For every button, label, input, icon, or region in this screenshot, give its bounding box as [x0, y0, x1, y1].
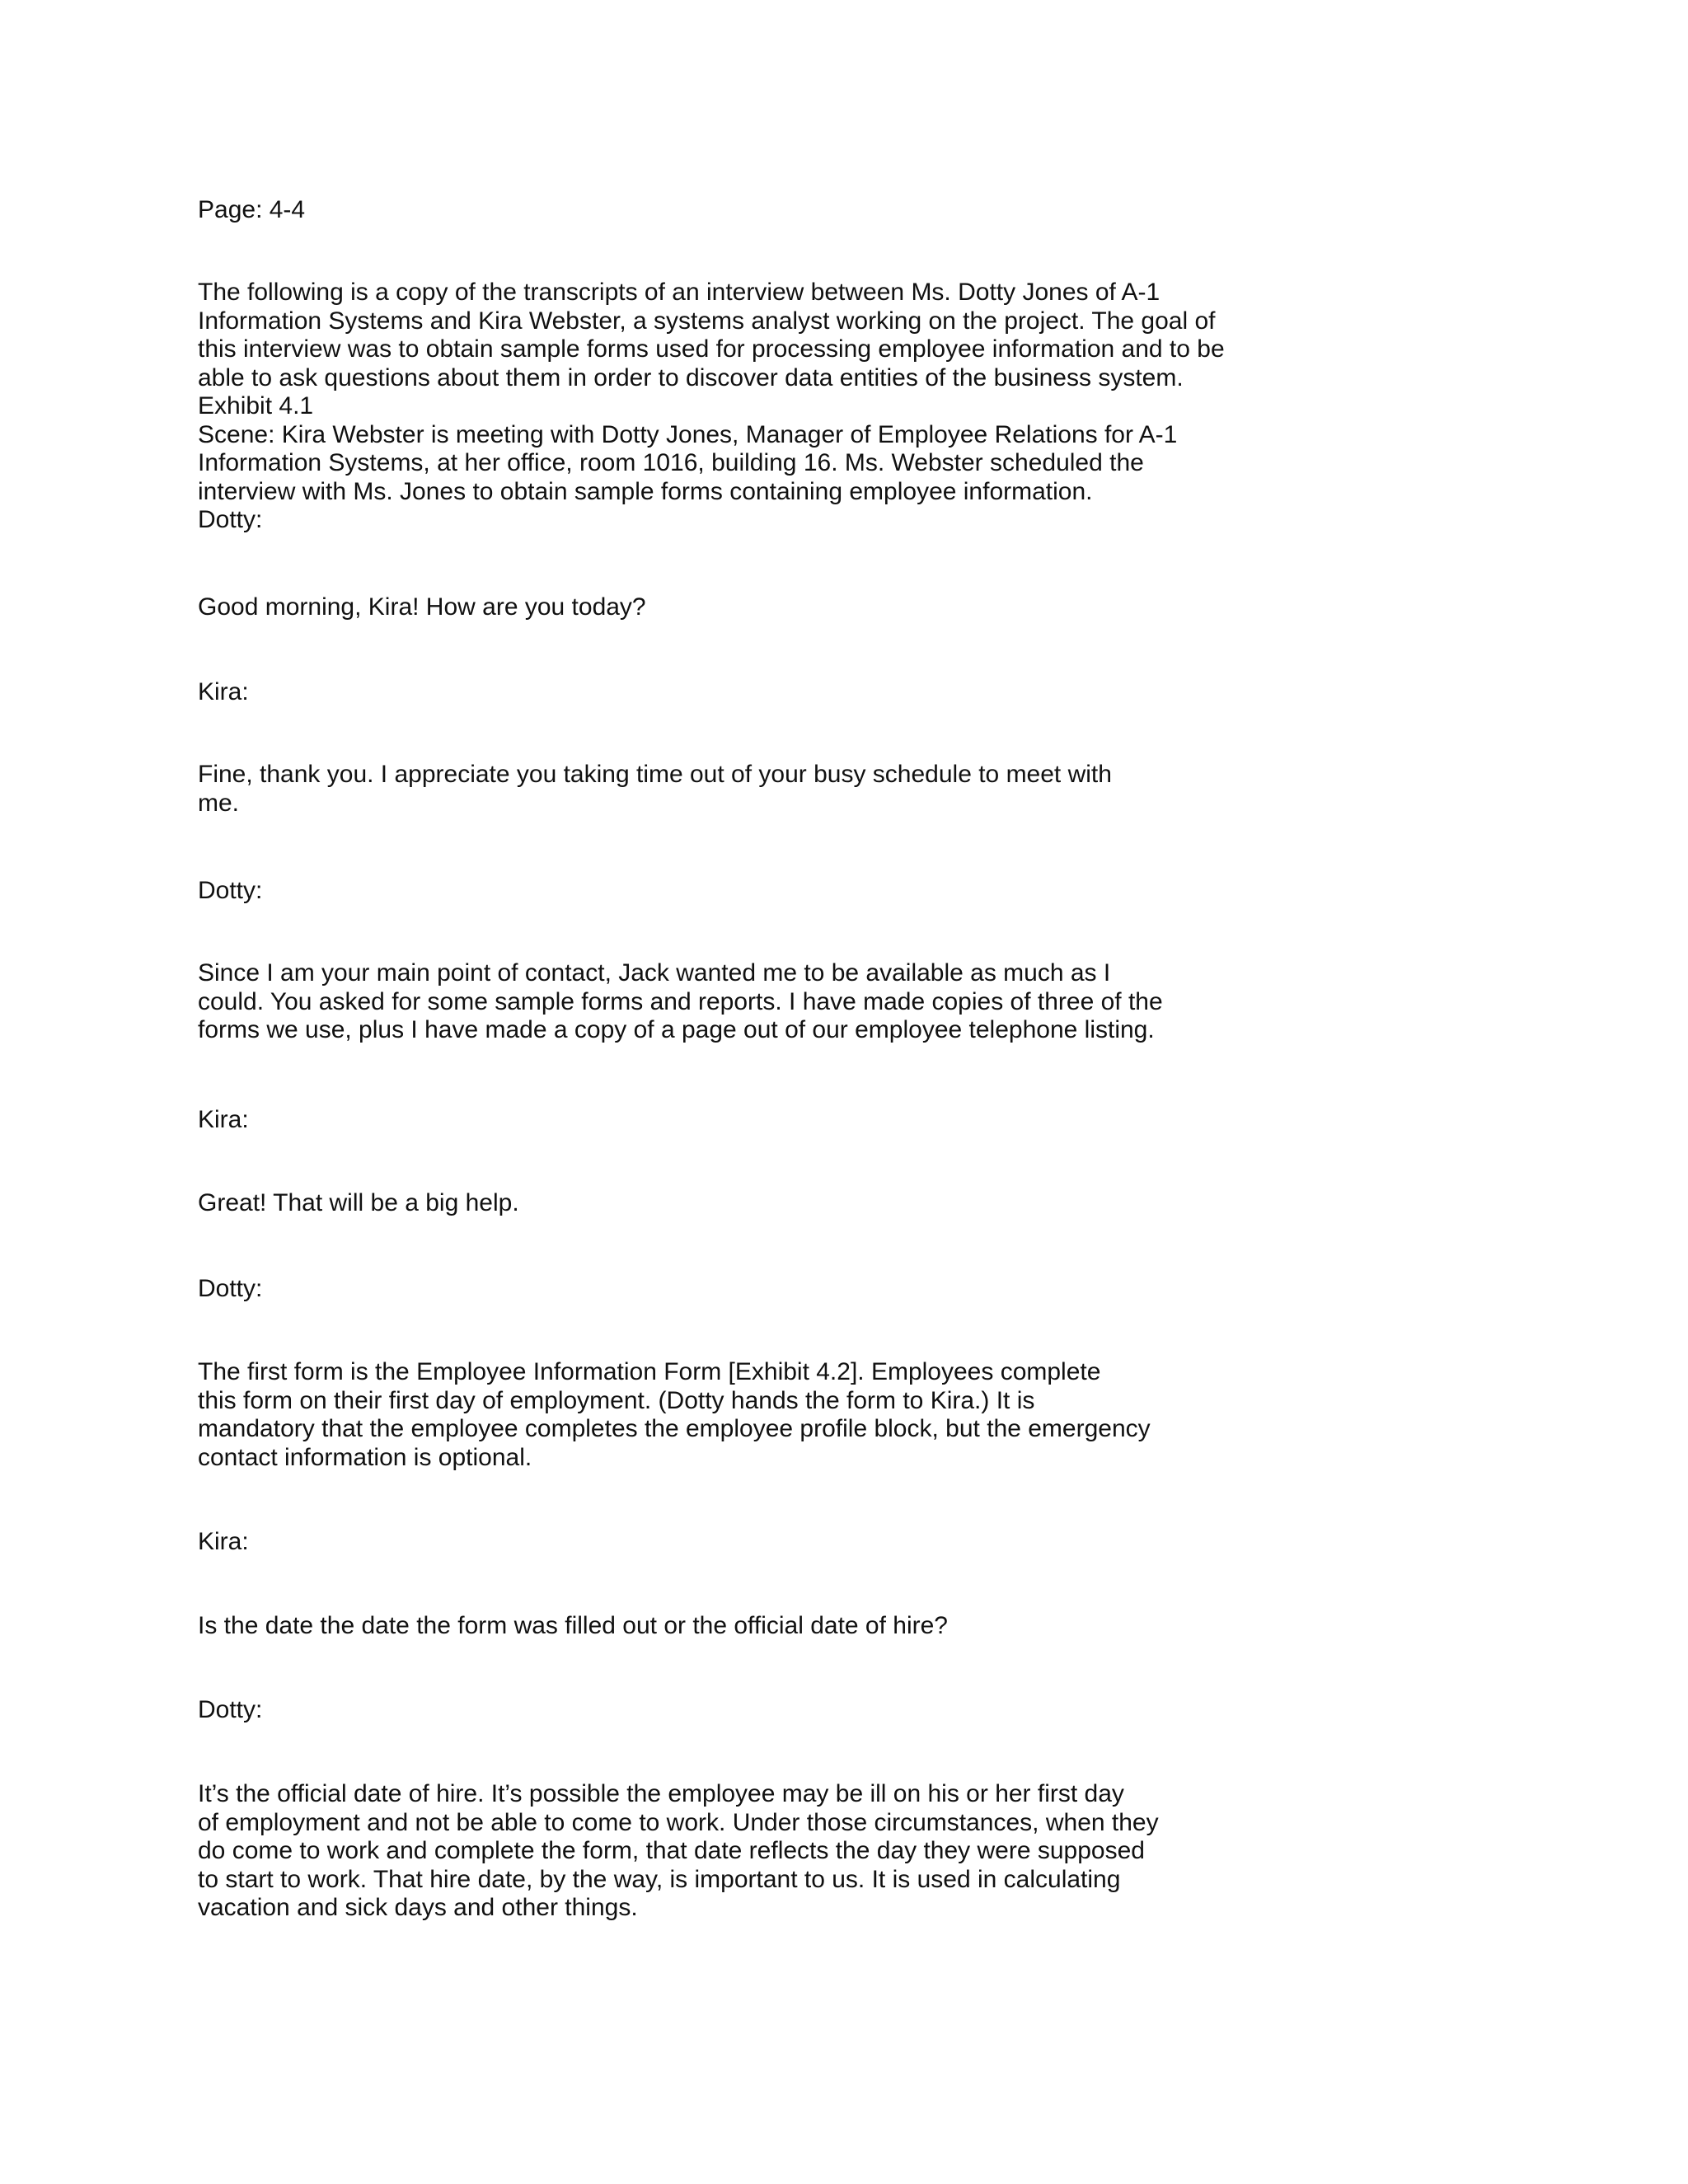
intro-line: able to ask questions about them in order to discover data entities of the business system.: [198, 363, 1184, 391]
intro-line: Information Systems and Kira Webster, a systems analyst working on the project. The goal of: [198, 307, 1216, 335]
dialogue-paragraph: Since I am your main point of contact, Jack wanted me to be available as much as I could. You asked for some sample forms and reports. I have made copies of three of the forms we use, plus I have made a copy of a page out of our employee telephone listing.: [198, 959, 1163, 1043]
speaker-label: Dotty:: [198, 877, 263, 904]
speaker-label: Kira:: [198, 678, 249, 705]
intro-paragraph: [198, 279, 1269, 535]
scene-line: Information Systems, at her office, room 1016, building 16. Ms. Webster scheduled the: [198, 449, 1144, 476]
speaker-label: Dotty:: [198, 1275, 263, 1302]
dialogue-paragraph: The first form is the Employee Information Form [Exhibit 4.2]. Employees complete this form on their first day of employment. (Dotty hands the form to Kira.) It is mandatory that the employee completes the employee profile block, but the emergency contact information is optional.: [198, 1358, 1151, 1471]
dialogue-paragraph: Fine, thank you. I appreciate you taking time out of your busy schedule to meet with me.: [198, 761, 1112, 817]
speaker-label: Dotty:: [198, 1696, 263, 1723]
scene-line: interview with Ms. Jones to obtain sample forms containing employee information.: [198, 477, 1093, 505]
page-label: Page: 4-4: [198, 196, 306, 223]
speaker-label: Dotty:: [198, 506, 263, 533]
dialogue-line: Great! That will be a big help.: [198, 1189, 519, 1216]
dialogue-paragraph: It’s the official date of hire. It’s possible the employee may be ill on his or her first day of employment and not be able to come to work. Under those circumstances, when they do come to work and complete the form, that date reflects the day they were supposed to start to work. That hire date, by the way, is important to us. It is used in calculating vacation and sick days and other things.: [198, 1780, 1159, 1921]
speaker-label: Kira:: [198, 1528, 249, 1555]
dialogue-line: Is the date the date the form was filled out or the official date of hire?: [198, 1612, 948, 1639]
scene-line: Scene: Kira Webster is meeting with Dotty Jones, Manager of Employee Relations for A-1: [198, 420, 1178, 448]
speaker-label: Kira:: [198, 1106, 249, 1133]
intro-line: this interview was to obtain sample forms used for processing employee information and to be: [198, 335, 1225, 363]
exhibit-label: Exhibit 4.1: [198, 392, 314, 419]
dialogue-line: Good morning, Kira! How are you today?: [198, 593, 646, 621]
intro-line: The following is a copy of the transcripts of an interview between Ms. Dotty Jones of A-1: [198, 279, 1160, 306]
